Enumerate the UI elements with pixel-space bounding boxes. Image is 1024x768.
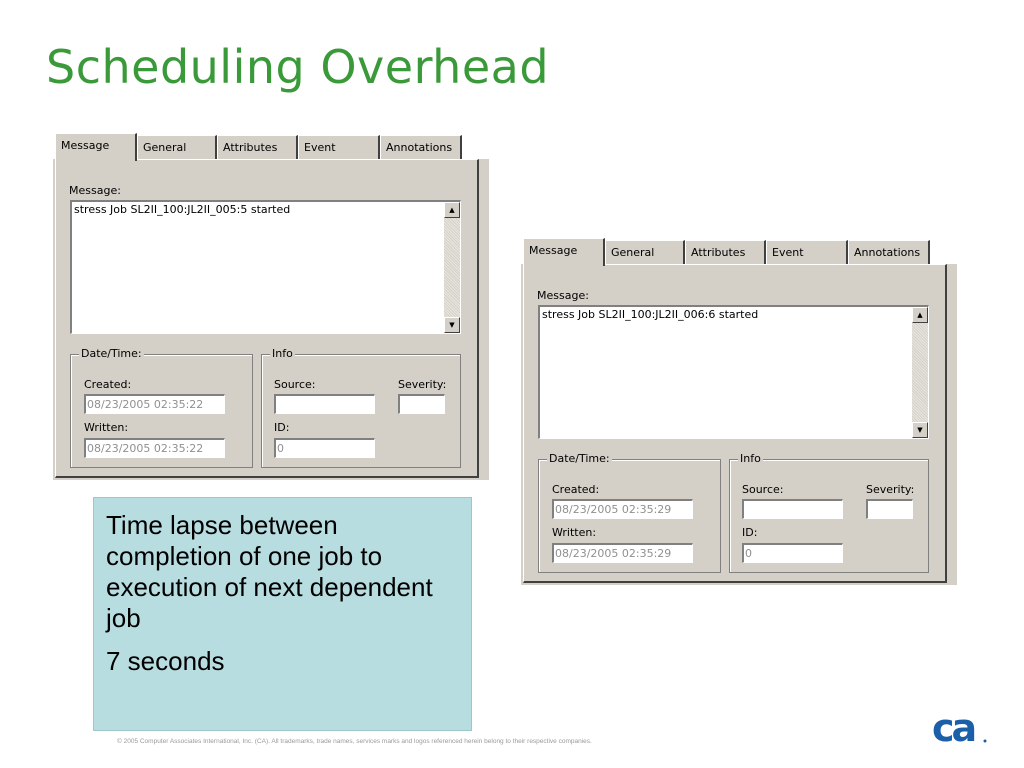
created-label: Created:: [552, 483, 600, 496]
severity-field[interactable]: [866, 499, 913, 519]
message-text: stress Job SL2II_100:JL2II_006:6 started: [542, 308, 759, 321]
info-group-title: Info: [272, 347, 293, 360]
tab-attributes[interactable]: Attributes: [685, 240, 766, 264]
vertical-scrollbar[interactable]: [912, 307, 928, 438]
source-label: Source:: [742, 483, 784, 496]
message-label: Message:: [537, 289, 589, 302]
tab-bar: [53, 133, 489, 159]
callout-description: Time lapse between completion of one job to execution of next dependent job: [106, 510, 433, 633]
vertical-scrollbar[interactable]: [444, 202, 460, 333]
callout-value: 7 seconds: [106, 646, 225, 676]
source-label: Source:: [274, 378, 316, 391]
message-textarea[interactable]: [70, 200, 461, 334]
scroll-down-arrow-icon[interactable]: ▼: [912, 422, 928, 438]
message-label: Message:: [69, 184, 121, 197]
info-group: [729, 452, 929, 573]
source-field[interactable]: [274, 394, 375, 414]
source-field[interactable]: [742, 499, 843, 519]
severity-label: Severity:: [866, 483, 915, 496]
tab-annotations[interactable]: Annotations: [380, 135, 462, 159]
scroll-up-arrow-icon[interactable]: ▲: [912, 307, 928, 323]
info-group-title: Info: [740, 452, 761, 465]
slide-title: Scheduling Overhead: [46, 40, 550, 94]
copyright-footer: © 2005 Computer Associates International, Inc. (CA). All trademarks, trade names, services marks and logos referenced herein belong to their respective companies.: [117, 738, 592, 745]
created-label: Created:: [84, 378, 132, 391]
datetime-group: [538, 452, 721, 573]
tab-general[interactable]: General: [137, 135, 217, 159]
message-textarea[interactable]: [538, 305, 929, 439]
logo-dot: [984, 740, 987, 743]
overhead-callout: [93, 497, 472, 731]
id-label: ID:: [274, 421, 290, 434]
ca-logo-icon: [930, 708, 990, 748]
id-field[interactable]: 0: [742, 543, 843, 563]
info-group: [261, 347, 461, 468]
written-label: Written:: [552, 526, 597, 539]
message-tab-panel: [55, 159, 479, 478]
datetime-group-title: Date/Time:: [549, 452, 610, 465]
created-field[interactable]: 08/23/2005 02:35:29: [552, 499, 693, 519]
id-label: ID:: [742, 526, 758, 539]
written-label: Written:: [84, 421, 129, 434]
tab-general[interactable]: General: [605, 240, 685, 264]
message-tab-panel: [523, 264, 947, 583]
severity-field[interactable]: [398, 394, 445, 414]
tab-message[interactable]: Message: [523, 238, 605, 266]
tab-message[interactable]: Message: [55, 133, 137, 161]
dialog-edge: [481, 159, 489, 480]
written-field[interactable]: 08/23/2005 02:35:22: [84, 438, 225, 458]
written-field[interactable]: 08/23/2005 02:35:29: [552, 543, 693, 563]
tab-attributes[interactable]: Attributes: [217, 135, 298, 159]
datetime-group-title: Date/Time:: [81, 347, 142, 360]
event-properties-dialog-2: [521, 238, 957, 585]
event-properties-dialog-1: [53, 133, 489, 480]
tab-event[interactable]: Event: [298, 135, 380, 159]
logo-text: ca: [932, 708, 975, 748]
dialog-edge: [949, 264, 957, 585]
severity-label: Severity:: [398, 378, 447, 391]
datetime-group: [70, 347, 253, 468]
scroll-up-arrow-icon[interactable]: ▲: [444, 202, 460, 218]
tab-bar: [521, 238, 957, 264]
message-text: stress Job SL2II_100:JL2II_005:5 started: [74, 203, 291, 216]
tab-event[interactable]: Event: [766, 240, 848, 264]
tab-annotations[interactable]: Annotations: [848, 240, 930, 264]
id-field[interactable]: 0: [274, 438, 375, 458]
scroll-down-arrow-icon[interactable]: ▼: [444, 317, 460, 333]
created-field[interactable]: 08/23/2005 02:35:22: [84, 394, 225, 414]
